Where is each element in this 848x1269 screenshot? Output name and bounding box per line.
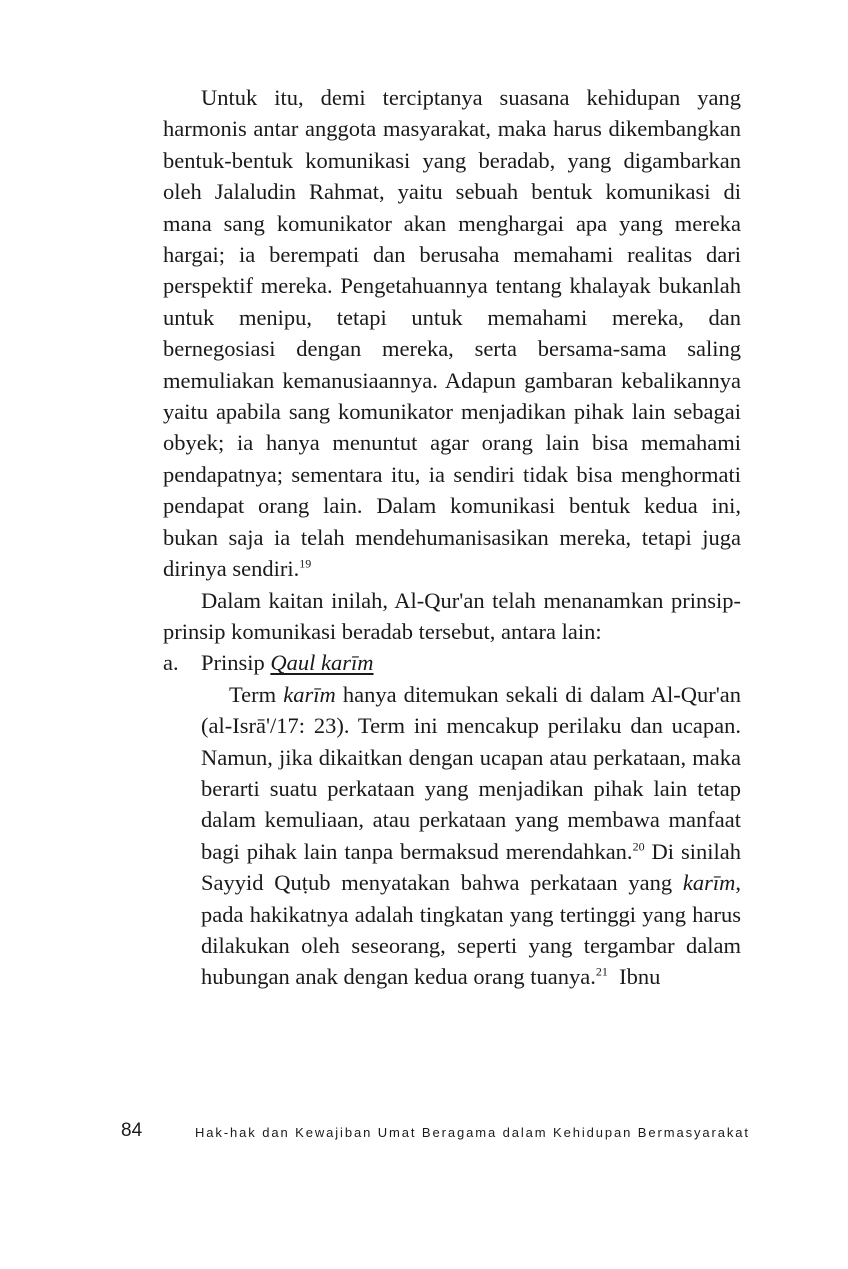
paragraph-quran-principles (163, 585, 741, 648)
italic-term-karim: karīm (682, 870, 736, 896)
text-segment: , pada hakikatnya adalah tingkatan yang tertinggi yang harus dilakukan oleh seseorang, seperti yang tergambar dalam hubungan anak dengan kedua orang tuanya. (201, 870, 742, 990)
paragraph-text: Dalam kaitan inilah, Al-Qur'an telah menanamkan prinsip-prinsip komunikasi beradab tersebut, antara lain: (163, 587, 741, 644)
list-marker: a. (163, 650, 179, 676)
running-title: Hak-hak dan Kewajiban Umat Beragama dalam Kehidupan Bermasyarakat (195, 1125, 750, 1140)
list-item-qaul-karim (163, 647, 741, 678)
page-number: 84 (121, 1120, 143, 1141)
footnote-ref-21: 21 (595, 964, 608, 979)
text-segment: Di sinilah Sayyid Quṭub menyatakan bahwa perkataan yang (201, 838, 741, 896)
text-segment: Term (229, 681, 277, 707)
list-item-label: Prinsip (201, 650, 265, 676)
paragraph-communication-ethics (163, 82, 741, 585)
footnote-ref-19: 19 (299, 556, 312, 571)
page-body (163, 82, 741, 993)
list-item-term: Qaul karīm (270, 650, 374, 676)
paragraph-karim-explanation (201, 679, 741, 993)
text-segment: hanya ditemukan sekali di dalam Al-Qur'an (al-Isrā'/17: 23). Term ini mencakup perilaku dan ucapan. Namun, jika dikaitkan dengan ucapan atau perkataan, maka berarti suatu perkataan yang menjadikan pihak lain tetap dalam kemuliaan, atau perkataan yang membawa manfaat bagi pihak lain tanpa bermaksud merendahkan. (201, 681, 741, 864)
list-item-heading (201, 647, 374, 678)
footnote-ref-20: 20 (632, 839, 645, 854)
text-segment: Ibnu (619, 964, 661, 990)
qaul-karim-section (201, 679, 741, 993)
paragraph-text: Untuk itu, demi terciptanya suasana kehidupan yang harmonis antar anggota masyarakat, maka harus dikembangkan bentuk-bentuk komunikasi yang beradab, yang digambarkan oleh Jalaludin Rahmat, yaitu sebuah bentuk komunikasi di mana sang komunikator akan menghargai apa yang mereka hargai; ia berempati dan berusaha memahami realitas dari perspektif mereka. Pengetahuannya tentang khalayak bukanlah untuk menipu, tetapi untuk memahami mereka, dan bernegosiasi dengan mereka, serta bersama-sama saling memuliakan kemanusiaannya. Adapun gambaran kebalikannya yaitu apabila sang komunikator menjadikan pihak lain sebagai obyek; ia hanya menuntut agar orang lain bisa memahami pendapatnya; sementara itu, ia sendiri tidak bisa menghormati pendapat orang lain. Dalam komunikasi bentuk kedua ini, bukan saja ia telah mendehumanisasikan mereka, tetapi juga dirinya sendiri. (163, 85, 741, 582)
italic-term-karim: karīm (283, 681, 336, 707)
